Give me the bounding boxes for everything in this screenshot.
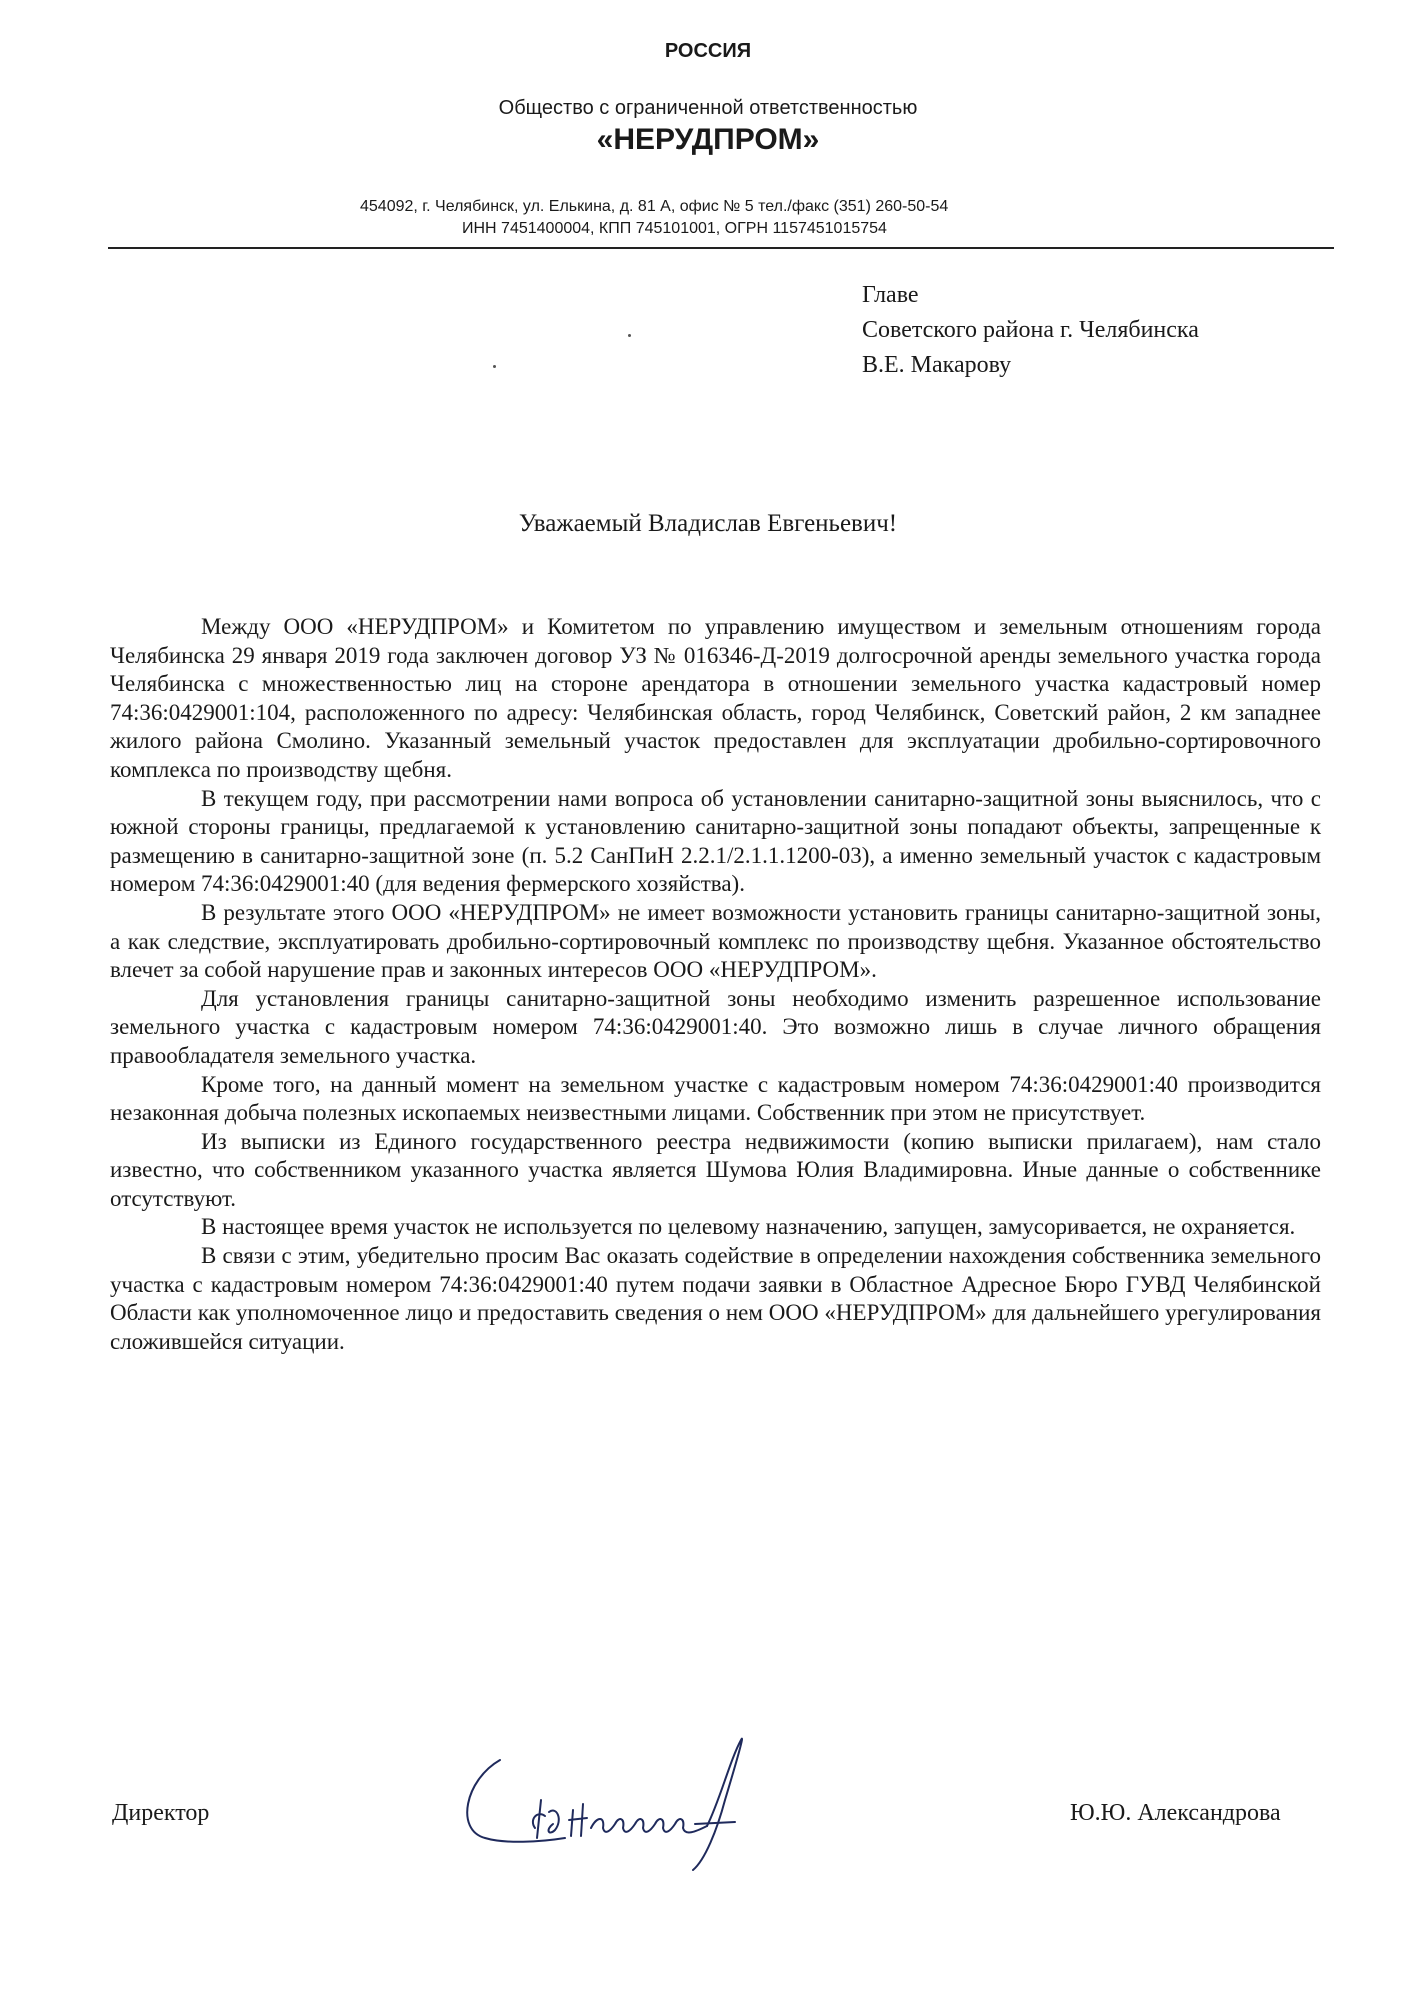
signatory-title: Директор <box>112 1800 210 1826</box>
organization-type: Общество с ограниченной ответственностью <box>498 97 918 119</box>
signatory-name: Ю.Ю. Александрова <box>1070 1800 1281 1826</box>
organization-name: «НЕРУДПРОМ» <box>596 123 820 156</box>
addressee-line-1: Главе <box>862 282 919 308</box>
addressee-line-2: Советского района г. Челябинска <box>862 317 1199 343</box>
company-registration: ИНН 7451400004, КПП 745101001, ОГРН 1157451015754 <box>462 220 887 237</box>
body-paragraph: В настоящее время участок не используется по целевому назначению, запущен, замусоривается, не охраняется. <box>201 1214 1296 1240</box>
letter-body <box>110 613 1321 1356</box>
country-heading: РОССИЯ <box>664 40 752 62</box>
body-paragraph: В связи с этим, убедительно просим Вас оказать содействие в определении нахождения собственника земельного участка с кадастровым номером 74:36:0429001:40 путем подачи заявки в Областное Адресное Бюро ГУВД Челябинской Области как уполномоченное лицо и предоставить сведения о нем ООО «НЕРУДПРОМ» для дальнейшего урегулирования сложившейся ситуации. <box>110 1243 1321 1354</box>
scan-speck <box>493 365 496 368</box>
company-address: 454092, г. Челябинск, ул. Елькина, д. 81 А, офис № 5 тел./факс (351) 260-50-54 <box>360 198 949 215</box>
handwritten-signature <box>445 1720 845 1880</box>
body-paragraph: Для установления границы санитарно-защитной зоны необходимо изменить разрешенное использование земельного участка с кадастровым номером 74:36:0429001:40. Это возможно лишь в случае личного обращения правообладателя земельного участка. <box>110 985 1321 1068</box>
addressee-block <box>862 278 1342 383</box>
scan-speck <box>628 334 631 337</box>
addressee-line-3: В.Е. Макарову <box>862 352 1012 378</box>
body-paragraph: В текущем году, при рассмотрении нами вопроса об установлении санитарно-защитной зоны выяснилось, что с южной стороны границы, предлагаемой к установлению санитарно-защитной зоны попадают объекты, запрещенные к размещению в санитарно-защитной зоне (п. 5.2 СанПиН 2.2.1/2.1.1.1200-03), а именно земельный участок с кадастровым номером 74:36:0429001:40 (для ведения фермерского хозяйства). <box>110 785 1321 897</box>
body-paragraph: В результате этого ООО «НЕРУДПРОМ» не имеет возможности установить границы санитарно-защитной зоны, а как следствие, эксплуатировать дробильно-сортировочный комплекс по производству щебня. Указанное обстоятельство влечет за собой нарушение прав и законных интересов ООО «НЕРУДПРОМ». <box>110 899 1321 983</box>
body-paragraph: Кроме того, на данный момент на земельном участке с кадастровым номером 74:36:0429001:40 производится незаконная добыча полезных ископаемых неизвестными лицами. Собственник при этом не присутствует. <box>110 1071 1321 1126</box>
greeting: Уважаемый Владислав Евгеньевич! <box>518 510 898 537</box>
header-divider <box>108 247 1334 249</box>
body-paragraph: Между ООО «НЕРУДПРОМ» и Комитетом по управлению имуществом и земельным отношениям города Челябинска 29 января 2019 года заключен договор УЗ № 016346-Д-2019 долгосрочной аренды земельного участка города Челябинска с множественностью лиц на стороне арендатора в отношении земельного участка кадастровый номер 74:36:0429001:104, расположенного по адресу: Челябинская область, город Челябинск, Советский район, 2 км западнее жилого района Смолино. Указанный земельный участок предоставлен для эксплуатации дробильно-сортировочного комплекса по производству щебня. <box>110 614 1321 782</box>
body-paragraph: Из выписки из Единого государственного реестра недвижимости (копию выписки прилагаем), нам стало известно, что собственником указанного участка является Шумова Юлия Владимировна. Иные данные о собственнике отсутствуют. <box>110 1128 1321 1211</box>
